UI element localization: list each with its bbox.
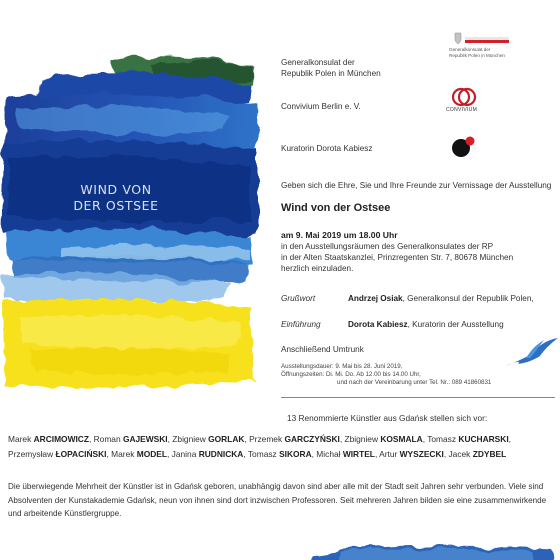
bird-icon — [504, 336, 560, 370]
artist-name — [8, 449, 107, 459]
event-title: Wind von der Ostsee — [281, 202, 391, 214]
artist-last-name: KOSMALA — [380, 434, 423, 444]
artist-first-name: Zbigniew — [172, 434, 209, 444]
artist-last-name: GAJEWSKI — [122, 434, 168, 444]
yellow-strokes — [4, 299, 254, 388]
curator-logo — [448, 134, 478, 160]
artist-first-name: Michał — [316, 449, 343, 459]
artists-intro: 13 Renommierte Künstler aus Gdańsk stellen sich vor: — [287, 413, 488, 423]
artist-list: Marek ARCIMOWICZ, Roman GAJEWSKI, Zbigniew GORLAK, Przemek GARCZYŃSKI, Zbigniew KOSMALA, Tomasz KUCHARSKI, Przemysław ŁOPACIŃSKI, Marek MODEL, Janina RUDNICKA, Tomasz SIKORA, Michał WIRTEL, Artur WYSZECKI, Jacek ZDYBEL — [8, 434, 511, 459]
artist-name — [94, 434, 168, 444]
artist-name — [448, 449, 506, 459]
artist-last-name: GORLAK — [208, 434, 245, 444]
program-role-1: Grußwort — [281, 294, 316, 303]
consulate-logo: Generalkonsulat der Republik Polen in München — [449, 31, 513, 75]
artist-name — [345, 434, 423, 444]
program-person-2: Dorota Kabiesz, Kuratorin der Ausstellung — [348, 320, 504, 329]
artist-name — [249, 434, 340, 444]
artist-name — [427, 434, 508, 444]
artist-first-name: Tomasz — [247, 449, 280, 459]
invitation-details: am 9. Mai 2019 um 18.00 Uhr in den Ausstellungsräumen des Generalkonsulates der RP in der Alten Staatskanzlei, Prinzregenten Str. 7, 80678 München herzlich einzuladen. — [281, 230, 514, 273]
artist-last-name: KUCHARSKI — [458, 434, 509, 444]
artist-last-name: RUDNICKA — [198, 449, 244, 459]
artist-first-name: Marek — [8, 434, 34, 444]
bottom-watercolor-stroke — [300, 540, 560, 560]
artwork-title-line-1: WIND VON — [80, 182, 152, 197]
artist-name — [172, 449, 244, 459]
host-consulate: Generalkonsulat der Republik Polen in München — [281, 58, 381, 78]
eagle-emblem-icon — [455, 33, 461, 44]
divider — [281, 397, 555, 398]
artist-last-name: SIKORA — [279, 449, 312, 459]
program-role-2: Einführung — [281, 320, 321, 329]
artist-last-name: WIRTEL — [342, 449, 375, 459]
convivium-logo: CONVIVIUM — [448, 87, 482, 117]
artist-first-name: Marek — [111, 449, 137, 459]
invitation-lead: Geben sich die Ehre, Sie und Ihre Freunde zur Vernissage der Ausstellung — [281, 181, 552, 190]
host-convivium: Convivium Berlin e. V. — [281, 102, 361, 111]
artist-last-name: GARCZYŃSKI — [284, 434, 340, 444]
artist-first-name: Zbigniew — [344, 434, 381, 444]
artist-first-name: Artur — [379, 449, 400, 459]
event-date: am 9. Mai 2019 um 18.00 Uhr — [281, 230, 398, 240]
artist-name — [8, 434, 89, 444]
group-description: Die überwiegende Mehrheit der Künstler ist in Gdańsk geboren, unabhängig davon sind aber alle mit der Stadt seit Jahren sehr verbunden. Viele sind Absolventen der Kunstakademie Gdańsk, neun von ihnen sind dort inzwischen Professoren. Seit mehreren Jahren bilden sie eine zusammenwirkende und arbeitende Künstlergruppe. — [8, 482, 547, 518]
after-note: Anschließend Umtrunk — [281, 345, 364, 354]
artist-last-name: ARCIMOWICZ — [33, 434, 89, 444]
exhibition-info: Ausstellungsdauer: 9. Mai bis 28. Juni 2019, Öffnungszeiten: Di. Mi. Do. Ab 12.00 bis 14.00 Uhr, und nach der Vereinbarung unter Tel. Nr.: 089 41860831 — [281, 363, 492, 387]
artist-last-name: MODEL — [136, 449, 168, 459]
artist-last-name: ŁOPACIŃSKI — [55, 449, 107, 459]
artist-last-name: ZDYBEL — [472, 449, 507, 459]
artist-first-name: Jacek — [448, 449, 473, 459]
artist-first-name: Przemek — [249, 434, 285, 444]
artist-name — [248, 449, 312, 459]
artist-first-name: Tomasz — [427, 434, 459, 444]
artist-name — [172, 434, 244, 444]
paint-strokes — [2, 56, 258, 302]
artwork-title-line-2: DER OSTSEE — [73, 198, 159, 213]
program-person-1: Andrzej Osiak, Generalkonsul der Republik Polen, — [348, 294, 534, 303]
host-curator: Kuratorin Dorota Kabiesz — [281, 144, 373, 153]
artist-name — [379, 449, 444, 459]
artist-last-name: WYSZECKI — [399, 449, 444, 459]
artist-first-name: Roman — [93, 434, 123, 444]
artist-first-name: Przemysław — [8, 449, 56, 459]
artist-name — [316, 449, 375, 459]
artist-first-name: Janina — [171, 449, 199, 459]
artist-name — [111, 449, 167, 459]
